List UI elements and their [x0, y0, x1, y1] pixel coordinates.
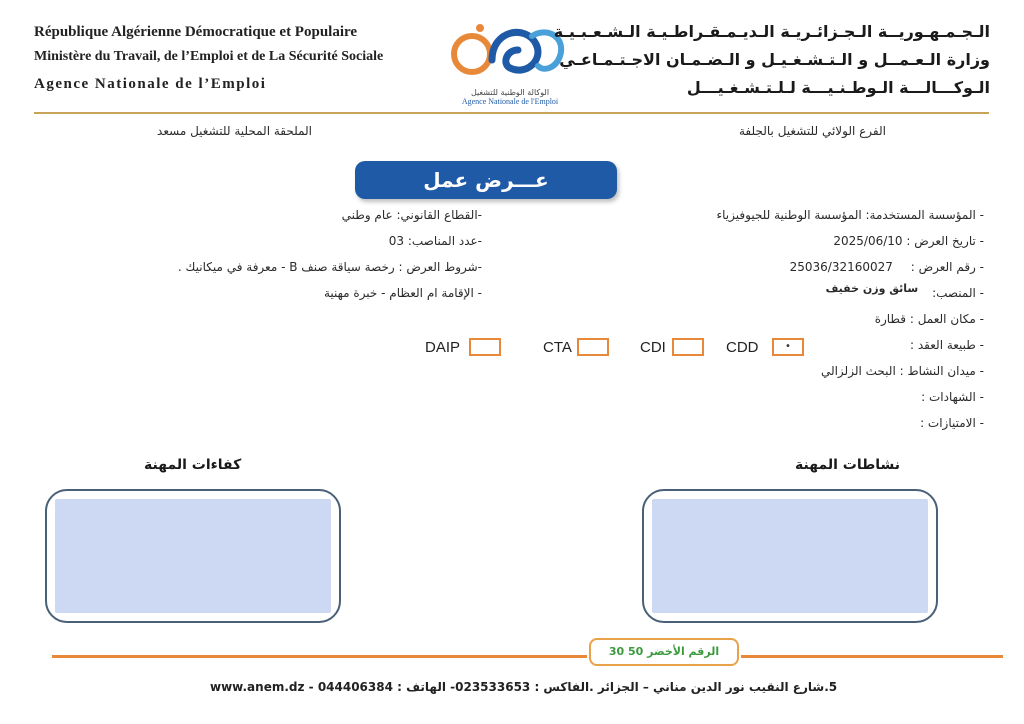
activities-content — [652, 499, 928, 613]
header-fr-line2: Ministère du Travail, de l’Emploi et de La Sécurité Sociale — [34, 49, 384, 64]
field-label: - تاريخ العرض : — [906, 234, 984, 248]
field-label: - المنصب: — [932, 286, 984, 300]
field-value: قطارة — [874, 312, 907, 326]
field-diplomas — [624, 390, 984, 416]
field-workplace — [624, 312, 984, 338]
competences-title: كفاءات المهنة — [144, 457, 242, 473]
field-label: - رقم العرض : — [910, 260, 984, 274]
field-positions-count: -عدد المناصب: 03 — [388, 234, 482, 248]
field-value: 25036/32160027 — [789, 260, 893, 274]
contract-cta-label: CTA — [543, 339, 572, 356]
header-fr-line1: République Algérienne Démocratique et Populaire — [34, 24, 358, 40]
header-divider — [34, 112, 989, 114]
contract-cdi-label: CDI — [640, 339, 666, 356]
logo-ar-text: الوكالة الوطنية للتشغيل — [470, 88, 550, 97]
field-offer-number — [624, 260, 984, 286]
field-value: 2025/06/10 — [833, 234, 903, 248]
field-residence-experience: - الإقامة ام العظام - خبرة مهنية — [323, 286, 482, 300]
left-fields — [82, 208, 482, 312]
footer-divider-left — [52, 655, 587, 658]
header-ar-line2: وزارة الـعـمــل و الـتـشـغـيـل و الـضـمـان الاجـتـمـاعـي — [559, 50, 990, 69]
contract-daip-label: DAIP — [425, 339, 461, 356]
page-title: عـــرض عمل — [355, 161, 617, 199]
header-ar-line3: الـوكـــالـــة الـوطـنـيـــة لـلـتـشـغـيـــل — [686, 78, 990, 97]
green-number-badge: الرقم الأخضر 50 30 — [589, 638, 739, 666]
field-label: - مكان العمل : — [909, 312, 984, 326]
field-conditions: -شروط العرض : رخصة سياقة صنف B - معرفة في ميكانيك . — [177, 260, 482, 274]
contract-cta-checkbox[interactable] — [577, 338, 609, 356]
field-value: سائق وزن خفيف — [825, 282, 919, 295]
field-benefits — [624, 416, 984, 442]
footer-divider-right — [741, 655, 1003, 658]
field-position — [624, 282, 984, 312]
competences-panel — [45, 489, 341, 623]
contract-daip-checkbox[interactable] — [469, 338, 501, 356]
field-label: - طبيعة العقد : — [910, 338, 984, 352]
field-label: - ميدان النشاط : — [899, 364, 984, 378]
field-employer — [624, 208, 984, 234]
field-label: - المؤسسة المستخدمة: — [865, 208, 984, 222]
field-offer-date — [624, 234, 984, 260]
header-ar-line1: الـجـمـهـوريــة الـجـزائـريـة الـديـمـقـراطـيـة الـشـعـبـيـة — [553, 22, 990, 41]
footer-text: 5.شارع النقيب نور الدين مناني – الجزائر .الفاكس : 023533653- الهاتف : 044406384 - www.anem.dz — [210, 680, 838, 694]
field-legal-sector: -القطاع القانوني: عام وطني — [341, 208, 482, 222]
activities-panel — [642, 489, 938, 623]
field-activity — [624, 364, 984, 390]
logo-fr-text: Agence Nationale de l'Emploi — [461, 97, 559, 106]
contract-cdd-label: CDD — [726, 339, 759, 356]
field-value: المؤسسة الوطنية للجيوفيزياء — [716, 208, 862, 222]
field-label: - الامتيازات : — [920, 416, 984, 430]
branch-office: الفرع الولائي للتشغيل بالجلفة — [739, 124, 886, 138]
contract-cdi-checkbox[interactable] — [672, 338, 704, 356]
contract-cdd-checkbox[interactable]: • — [772, 338, 804, 356]
footer-contact — [210, 680, 838, 694]
competences-content — [55, 499, 331, 613]
field-value: البحث الزلزالي — [820, 364, 896, 378]
local-annex: الملحقة المحلية للتشغيل مسعد — [157, 124, 312, 138]
header-fr-line3: Agence Nationale de l’Emploi — [34, 76, 267, 92]
field-label: - الشهادات : — [921, 390, 984, 404]
activities-title: نشاطات المهنة — [795, 457, 901, 473]
right-fields — [624, 208, 984, 442]
